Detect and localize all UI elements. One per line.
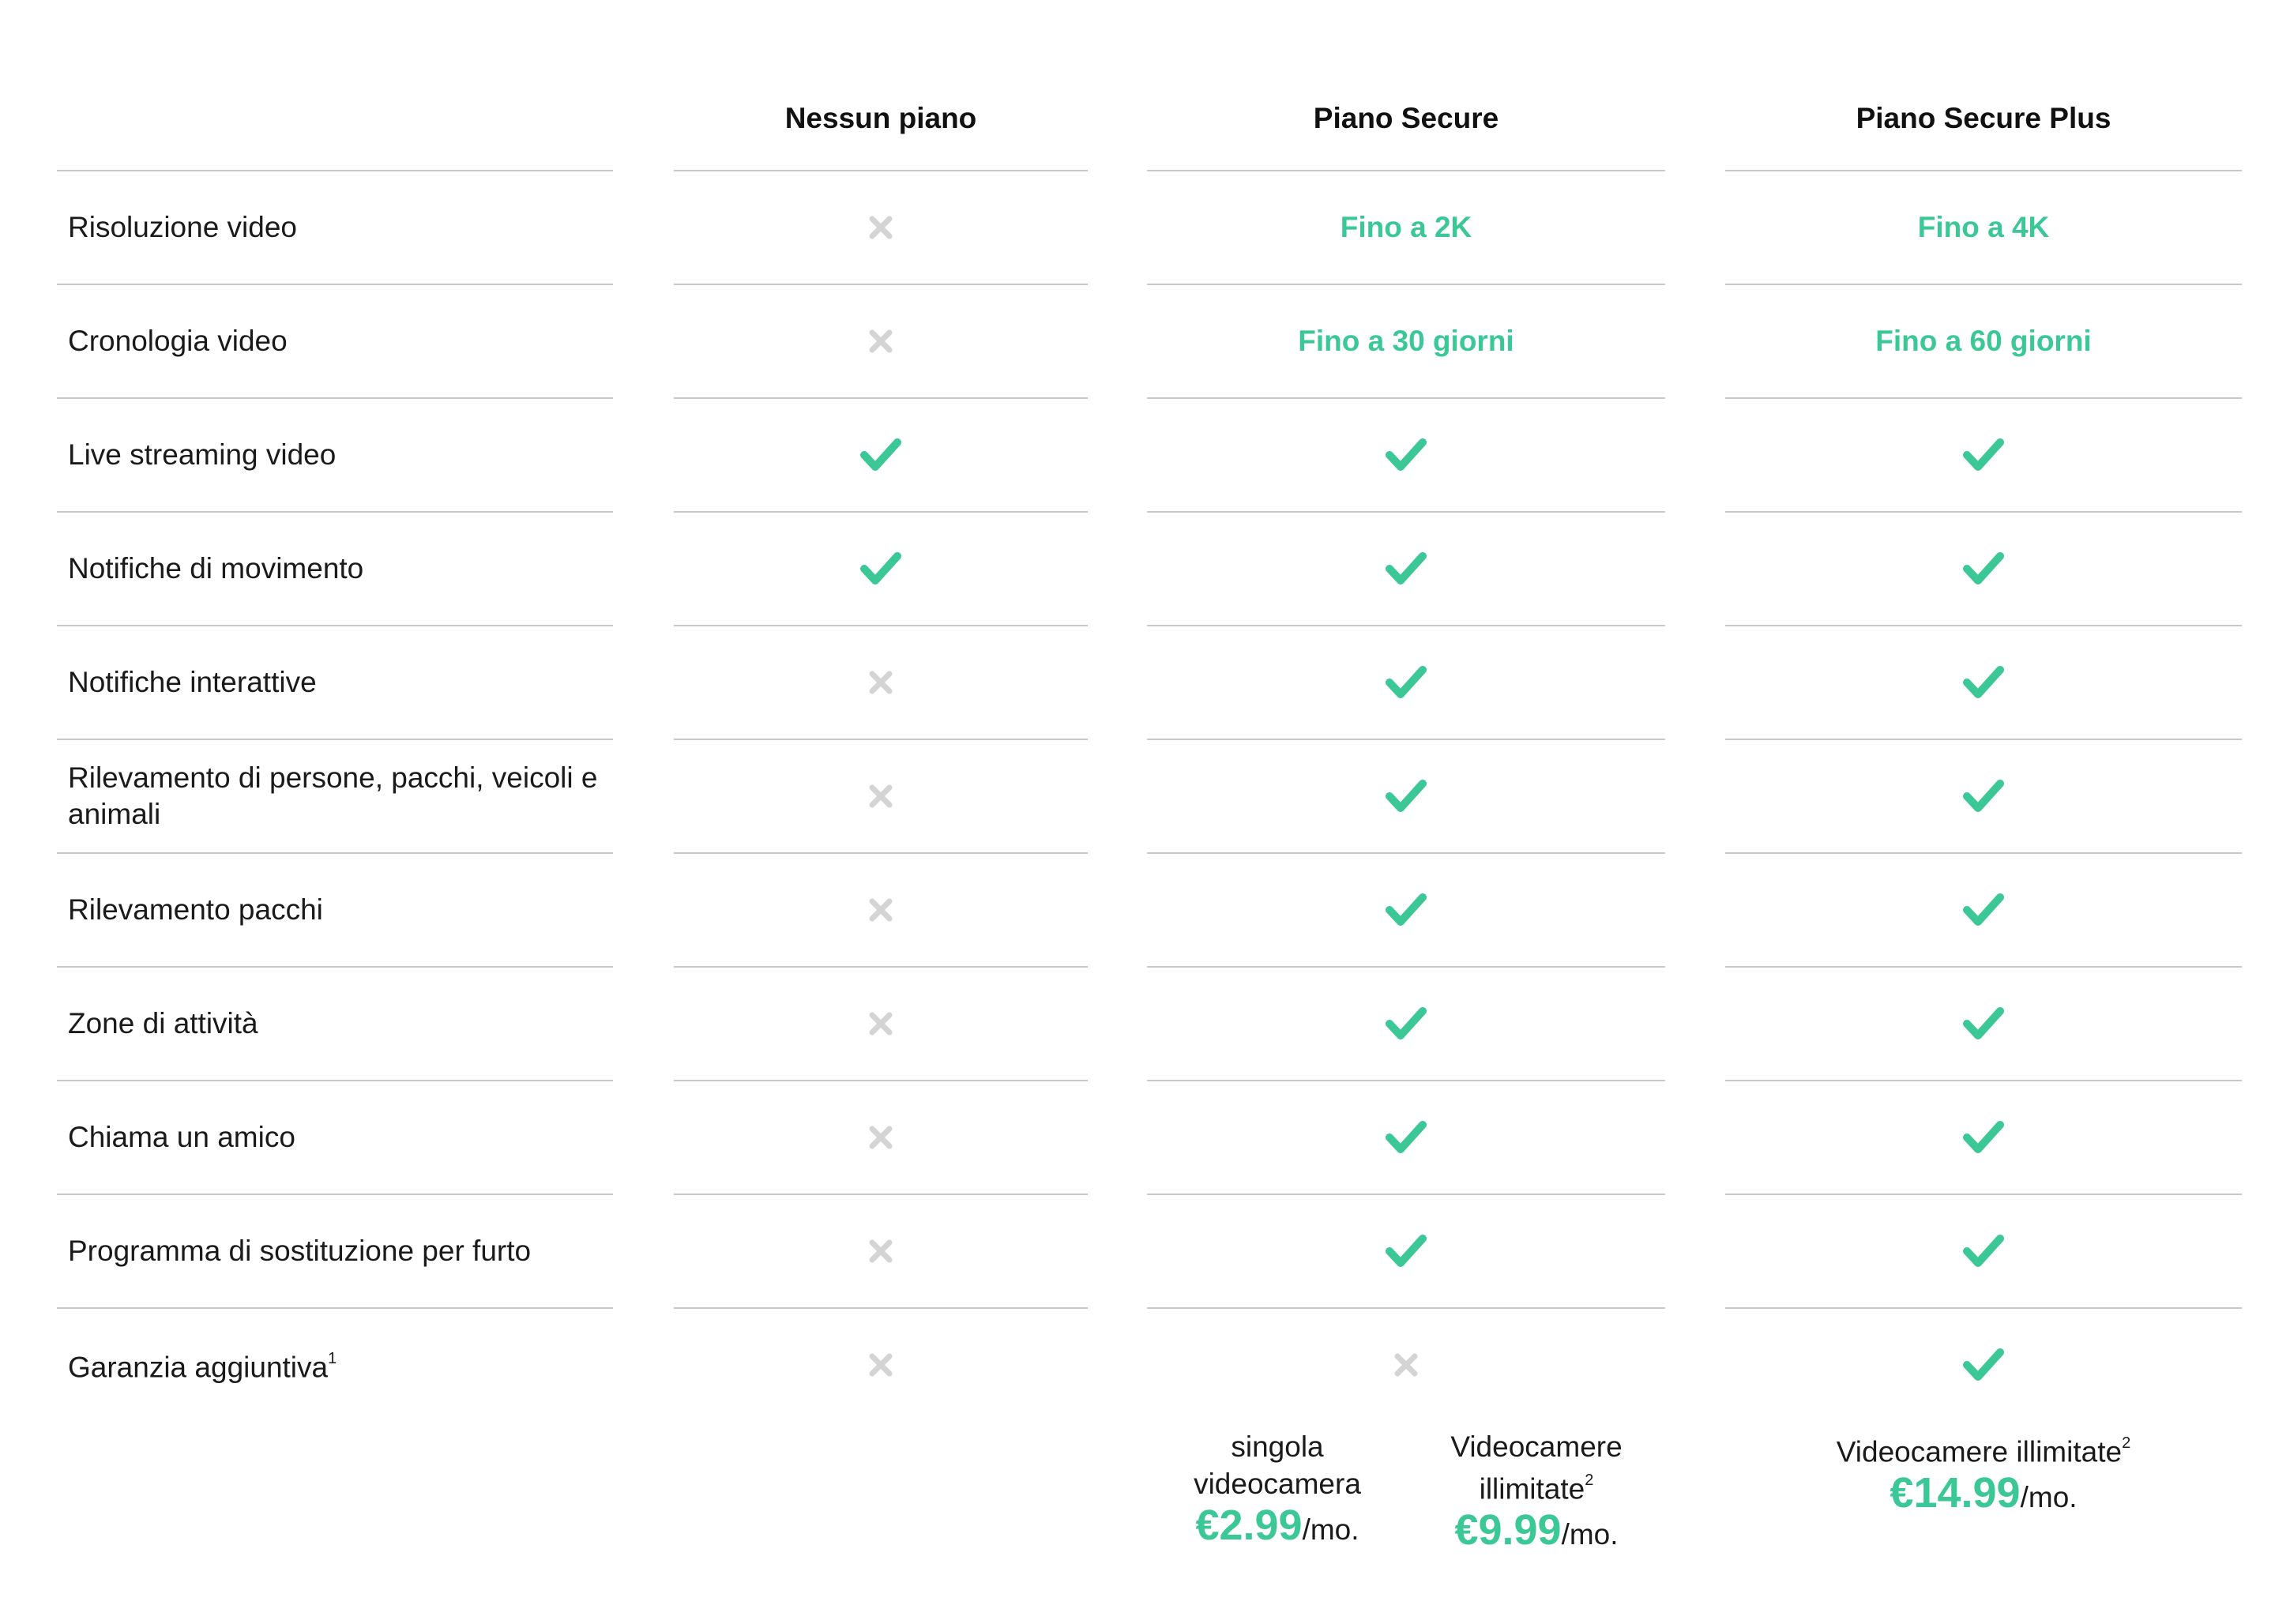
plan-cell (674, 1081, 1088, 1194)
check-icon (1963, 1120, 2004, 1155)
feature-name: Garanzia aggiuntiva (68, 1351, 329, 1384)
feature-name: Risoluzione video (68, 211, 298, 243)
price-unit: /mo. (1302, 1513, 1359, 1546)
price-line (1725, 1469, 2242, 1517)
feature-label (68, 285, 605, 397)
cross-icon (867, 1351, 894, 1378)
check-icon (1963, 1348, 2004, 1382)
check-icon (1386, 893, 1427, 927)
plan-cell (1725, 1081, 2242, 1194)
plan-cell (1725, 854, 2242, 966)
footnote-marker: 2 (2122, 1434, 2131, 1452)
feature-label (68, 513, 605, 625)
feature-label-text (68, 1006, 258, 1042)
feature-label-text (68, 323, 288, 359)
plan-cell (674, 854, 1088, 966)
check-icon (1963, 779, 2004, 814)
plan-cell (1725, 513, 2242, 625)
feature-name: Live streaming video (68, 438, 337, 471)
check-icon (860, 438, 901, 472)
price-desc-line2: videocamera (1194, 1468, 1361, 1500)
cross-icon (867, 214, 894, 241)
header-piano-secure: Piano Secure (1313, 102, 1499, 134)
check-icon (1386, 1006, 1427, 1041)
check-icon (1963, 438, 2004, 472)
check-icon (1386, 1234, 1427, 1269)
cross-icon (867, 1124, 894, 1151)
feature-label-text (68, 551, 363, 587)
plan-value-text: Fino a 60 giorni (1875, 325, 2092, 357)
check-icon (1386, 551, 1427, 586)
cross-icon (867, 897, 894, 923)
feature-label (68, 968, 605, 1080)
price-description-2 (1147, 1465, 1408, 1502)
footnote-marker: 2 (1585, 1472, 1594, 1489)
plan-cell (1725, 740, 2242, 852)
plan-cell (674, 513, 1088, 625)
cross-icon (867, 669, 894, 696)
plan-cell (674, 285, 1088, 397)
price-amount: €9.99 (1454, 1506, 1562, 1554)
header-nessun-piano: Nessun piano (784, 102, 977, 134)
cross-icon (867, 1010, 894, 1037)
feature-label-text (68, 760, 605, 833)
plan-cell (674, 626, 1088, 739)
price-amount: €2.99 (1195, 1502, 1303, 1549)
feature-name: Programma di sostituzione per furto (68, 1235, 532, 1267)
feature-label (68, 171, 605, 284)
feature-label (68, 399, 605, 511)
feature-label-text (68, 892, 323, 928)
cross-icon (867, 783, 894, 810)
price-unit: /mo. (2020, 1481, 2078, 1514)
plan-cell (1147, 171, 1665, 284)
feature-label (68, 1195, 605, 1307)
price-line (1147, 1502, 1408, 1549)
feature-label (68, 740, 605, 852)
plan-cell (1725, 626, 2242, 739)
plan-cell (1147, 513, 1665, 625)
price-secure-single (1147, 1428, 1408, 1548)
cross-icon (867, 1238, 894, 1265)
feature-label (68, 854, 605, 966)
footnote-marker: 1 (328, 1350, 337, 1368)
plan-cell (1147, 1309, 1665, 1421)
feature-label-text (68, 1119, 295, 1156)
price-unit: /mo. (1561, 1518, 1619, 1551)
plan-cell (674, 1195, 1088, 1307)
plan-cell (1147, 399, 1665, 511)
check-icon (1386, 779, 1427, 814)
price-secure-plus (1725, 1428, 2242, 1516)
plan-value-text: Fino a 2K (1340, 211, 1472, 243)
feature-label (68, 626, 605, 739)
plan-cell (1147, 854, 1665, 966)
price-desc-line1: singola (1231, 1430, 1324, 1463)
feature-label (68, 1081, 605, 1194)
check-icon (860, 551, 901, 586)
feature-name: Rilevamento pacchi (68, 893, 323, 926)
price-line (1406, 1506, 1667, 1554)
feature-name: Rilevamento di persone, pacchi, veicoli e animali (68, 761, 598, 830)
check-icon (1963, 1234, 2004, 1269)
price-description (1406, 1428, 1667, 1465)
cross-icon (1393, 1351, 1420, 1378)
plan-cell (674, 1309, 1088, 1421)
plan-cell (674, 399, 1088, 511)
check-icon (1386, 665, 1427, 700)
plan-cell (1725, 285, 2242, 397)
feature-label-text (68, 1344, 337, 1385)
cross-icon (867, 328, 894, 355)
price-amount: €14.99 (1890, 1469, 2021, 1517)
feature-name: Notifiche di movimento (68, 552, 364, 585)
feature-label-text (68, 209, 297, 246)
plan-cell (1147, 968, 1665, 1080)
price-desc-line1: Videocamere (1450, 1430, 1623, 1463)
plan-cell (1147, 1081, 1665, 1194)
check-icon (1963, 665, 2004, 700)
price-description (1725, 1428, 2242, 1470)
plan-cell (674, 968, 1088, 1080)
check-icon (1963, 551, 2004, 586)
feature-label (68, 1309, 605, 1421)
plan-cell (674, 171, 1088, 284)
plan-cell (1147, 1195, 1665, 1307)
price-desc-line2: illimitate (1479, 1472, 1585, 1506)
check-icon (1963, 893, 2004, 927)
header-piano-secure-plus: Piano Secure Plus (1856, 102, 2111, 134)
feature-name: Zone di attività (68, 1007, 258, 1039)
feature-name: Chiama un amico (68, 1121, 295, 1153)
feature-name: Notifiche interattive (68, 666, 317, 698)
feature-name: Cronologia video (68, 325, 288, 357)
plan-cell (1725, 1195, 2242, 1307)
price-description (1147, 1428, 1408, 1465)
plan-cell (1725, 1309, 2242, 1421)
plan-cell (1725, 968, 2242, 1080)
check-icon (1386, 438, 1427, 472)
plan-cell (1725, 399, 2242, 511)
plan-cell (1147, 740, 1665, 852)
check-icon (1963, 1006, 2004, 1041)
plan-value-text: Fino a 30 giorni (1298, 325, 1514, 357)
check-icon (1386, 1120, 1427, 1155)
plan-cell (674, 740, 1088, 852)
plan-cell (1147, 626, 1665, 739)
plan-value-text: Fino a 4K (1917, 211, 2050, 243)
feature-label-text (68, 664, 317, 701)
price-secure-unlimited (1406, 1428, 1667, 1553)
plan-cell (1725, 171, 2242, 284)
price-desc-line1: Videocamere illimitate (1836, 1435, 2123, 1468)
price-description-2 (1406, 1465, 1667, 1507)
plan-cell (1147, 285, 1665, 397)
feature-label-text (68, 437, 336, 473)
feature-label-text (68, 1233, 531, 1269)
